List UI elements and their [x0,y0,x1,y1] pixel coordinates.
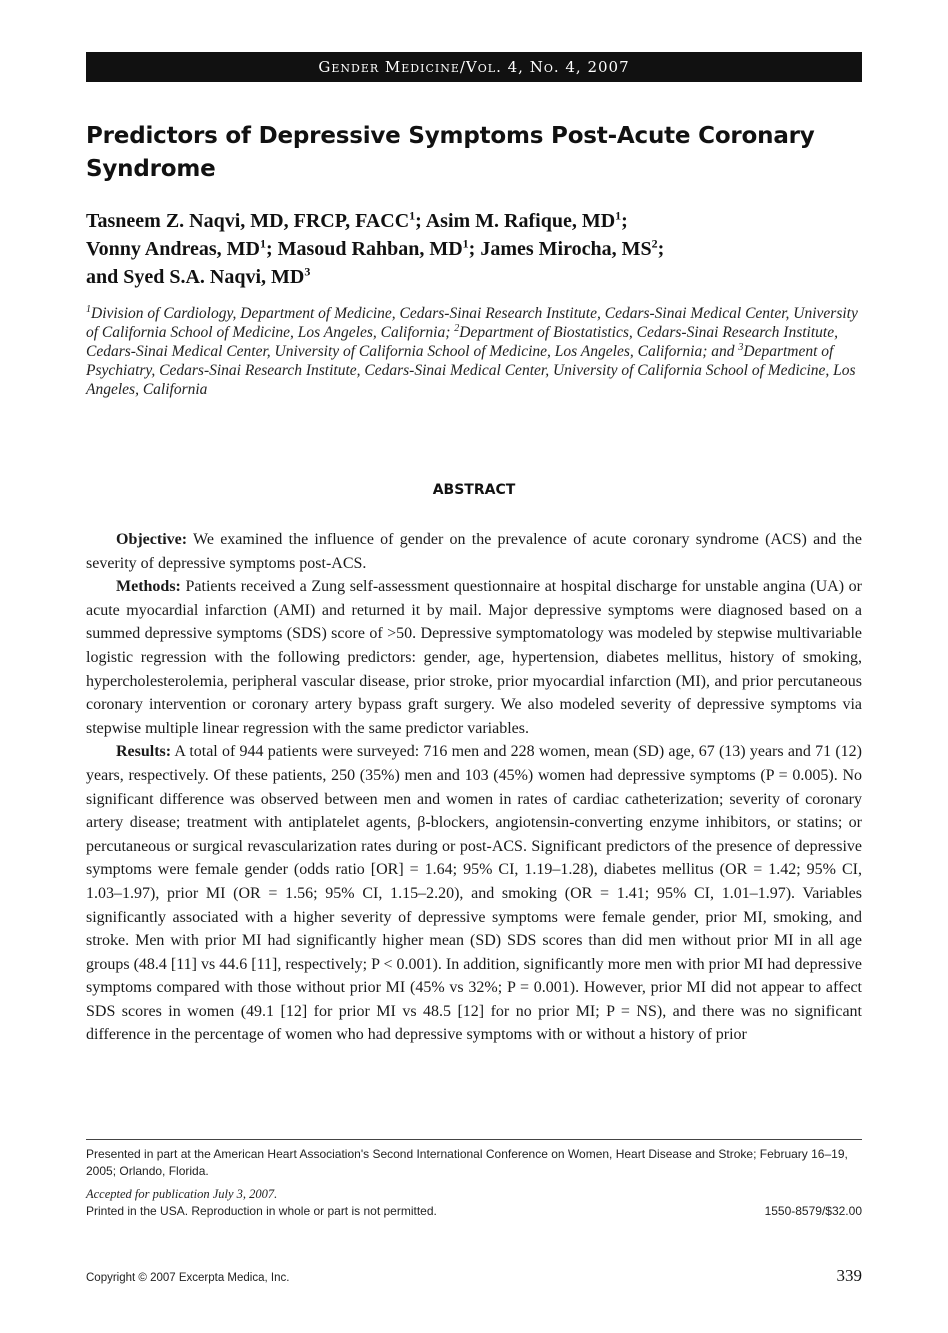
article-title: Predictors of Depressive Symptoms Post-Acute Coronary Syndrome [86,123,815,182]
journal-citation: Gender Medicine/Vol. 4, No. 4, 2007 [318,58,630,76]
copyright: Copyright © 2007 Excerpta Medica, Inc. [86,1272,290,1284]
abstract-heading: ABSTRACT [432,482,516,498]
printed-note-row [86,1203,862,1220]
accepted-note: Accepted for publication July 3, 2007. [86,1187,278,1201]
affiliation: Department of Biostatistics, Cedars-Sinai Research Institute, Cedars-Sinai Medical Center, University of California School of Medicine, Los Angeles, California; and [86,324,838,360]
abstract-methods: Methods: Patients received a Zung self-assessment questionnaire at hospital discharge for unstable angina (UA) or acute myocardial infarction (AMI) and returned it by mail. Major depressive symptoms were diagnosed based on a summed depressive symptoms (SDS) score of >50. Depressive symptomatology was modeled by stepwise multivariable logistic regression with the following predictors: gender, age, hypertension, diabetes mellitus, history of smoking, hypercholesterolemia, peripheral vascular disease, prior stroke, prior myocardial infarction (MI), and prior percutaneous coronary intervention or coronary artery bypass graft surgery. We also modeled severity of depressive symptoms via stepwise multiple linear regression with the same predictor variables. [86,578,862,737]
section-label: Objective: [116,531,188,548]
author: Masoud Rahban, $MD^1$; [277,236,481,260]
footnote-divider [86,1139,862,1140]
journal-header-bar [86,52,862,82]
author: Vonny Andreas, $MD^1$; [86,236,278,260]
author: Asim M. Rafique, $MD^1$; [425,208,628,232]
author: Tasneem Z. Naqvi, MD, FRCP, FACC$^1$; [86,208,426,232]
issn-price: 1550-8579/$32.00 [764,1204,862,1218]
author: and Syed S.A. Naqvi, $MD^3$ [86,264,311,288]
section-label: Results: [116,743,172,761]
presented-note: Presented in part at the American Heart Association's Second International Conference on Women, Heart Disease and Stroke; February 16–19, 2005; Orlando, Florida. [86,1147,848,1178]
author: James Mirocha, $MS^2$; [480,236,665,260]
affiliation: Department of Psychiatry, Cedars-Sinai Research Institute, Cedars-Sinai Medical Center, University of California School of Medicine, Los Angeles, California [86,343,856,398]
section-label: Methods: [116,578,181,596]
affiliations: $^1$Division of Cardiology, Department of Medicine, Cedars-Sinai Research Institute, Cedars-Sinai Medical Center, University of California School of Medicine, Los Angeles, California; $^2$Department of Biostatistics, Cedars-Sinai Research Institute, Cedars-Sinai Medical Center, University of California School of Medicine, Los Angeles, California; and $^3$Department of Psychiatry, Cedars-Sinai Research Institute, Cedars-Sinai Medical Center, University of California School of Medicine, Los Angeles, California [86,303,858,398]
page-footer [86,1266,862,1286]
author-list [86,207,862,291]
abstract-body [86,528,862,1047]
printed-note: Printed in the USA. Reproduction in whole or part is not permitted. [86,1204,437,1218]
abstract-results: Results: A total of 944 patients were surveyed: 716 men and 228 women, mean (SD) age, 67 (13) years and 71 (12) years, respectively. Of these patients, 250 (35%) men and 103 (45%) women had depressive symptoms (P = 0.005). No significant difference was observed between men and women in rates of cardiac catheterization; severity of coronary artery disease; treatment with antiplatelet agents, β-blockers, angiotensin-converting enzyme inhibitors, or statins; or percutaneous or surgical revascularization rates during or post-ACS. Significant predictors of the presence of depressive symptoms were female gender (odds ratio [OR] = 1.64; 95% CI, 1.19–1.28), diabetes mellitus (OR = 1.42; 95% CI, 1.03–1.97), prior MI (OR = 1.56; 95% CI, 1.15–2.20), and smoking (OR = 1.41; 95% CI, 1.01–1.97). Variables significantly associated with a higher severity of depressive symptoms were female gender, prior MI, smoking, and stroke. Men with prior MI had significantly higher mean (SD) SDS scores than did men without prior MI in all age groups (48.4 [11] vs 44.6 [11], respectively; P < 0.001). In addition, significantly more men with prior MI had depressive symptoms compared with those without prior MI (45% vs 32%; P = 0.001). However, prior MI did not appear to affect SDS scores in women (49.1 [12] for prior MI vs 48.5 [12] for no prior MI; P = NS), and there was no significant difference in the percentage of women who had depressive symptoms with or without a history of prior [86,743,862,1044]
footnotes [86,1146,862,1220]
affiliation: Division of Cardiology, Department of Medicine, Cedars-Sinai Research Institute, Cedars-Sinai Medical Center, University of California School of Medicine, Los Angeles, California; [86,305,858,341]
abstract-objective: Objective: We examined the influence of gender on the prevalence of acute coronary syndrome (ACS) and the severity of depressive symptoms post-ACS. [86,531,862,572]
page-number: 339 [836,1266,862,1285]
